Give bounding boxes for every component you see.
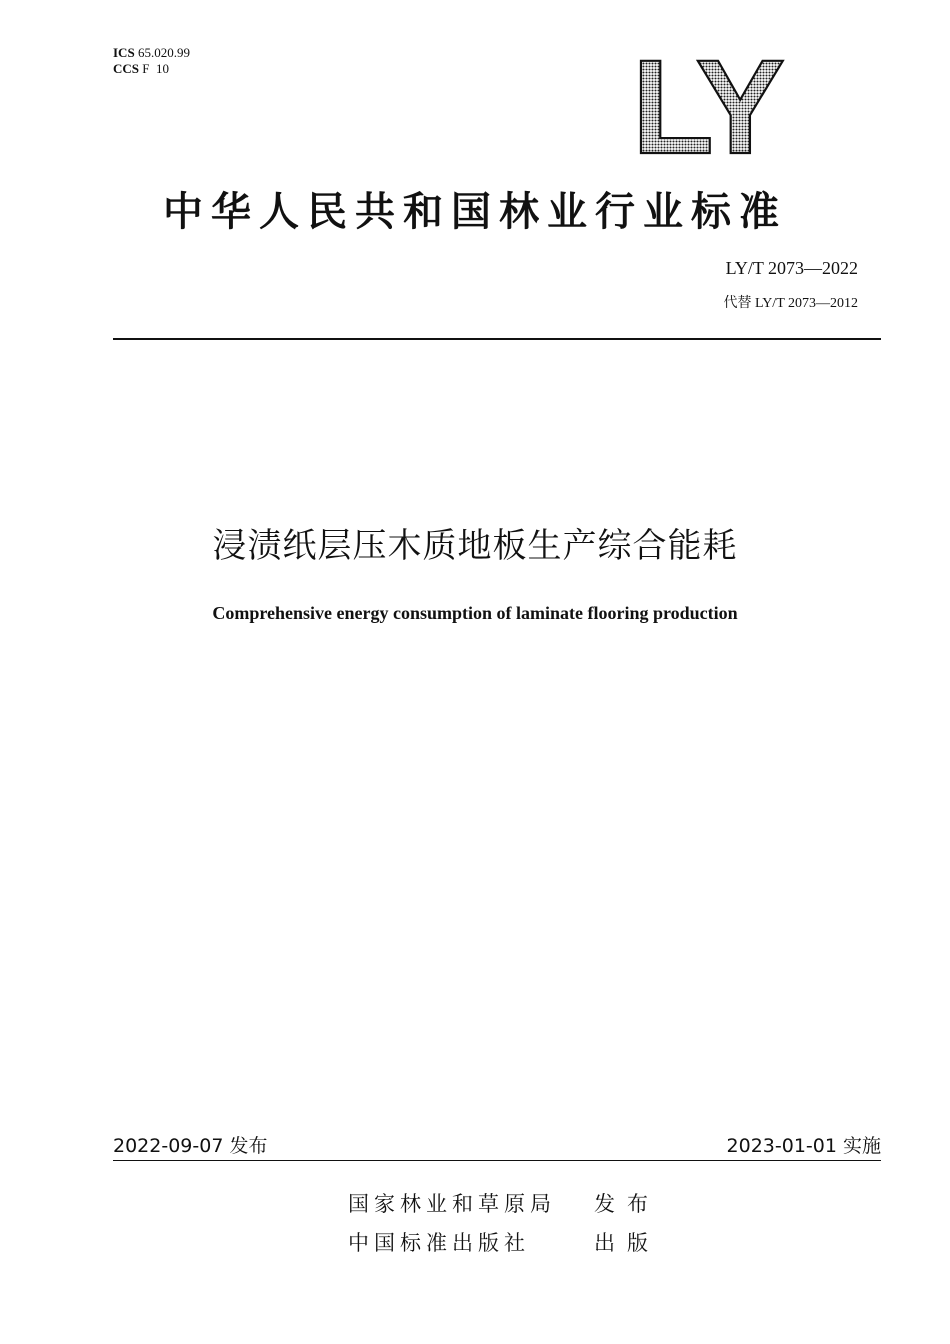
publisher-action: 发布 xyxy=(594,1192,660,1216)
implementation-date: 2023-01-01 实施 xyxy=(726,1135,881,1157)
ics-label: ICS xyxy=(113,45,135,60)
bottom-divider xyxy=(113,1160,881,1161)
ly-logo xyxy=(630,50,810,160)
classification-codes xyxy=(113,45,190,77)
logo-lettering: LY xyxy=(632,50,779,160)
replaces-standard: 代替 LY/T 2073—2012 xyxy=(723,296,858,311)
standard-category-title: 中华人民共和国林业行业标准 xyxy=(163,189,787,235)
ccs-label: CCS xyxy=(113,61,140,76)
document-title-cn: 浸渍纸层压木质地板生产综合能耗 xyxy=(212,526,738,566)
press-name: 中国标准出版社 xyxy=(348,1231,530,1255)
top-divider xyxy=(113,338,881,340)
ics-line xyxy=(113,45,190,61)
document-title-en: Comprehensive energy consumption of laminate flooring production xyxy=(212,603,738,623)
ccs-code: F 10 xyxy=(142,61,169,76)
ics-code: 65.020.99 xyxy=(137,45,190,60)
press-action: 出版 xyxy=(594,1231,660,1255)
ccs-line xyxy=(113,61,190,77)
publisher-name: 国家林业和草原局 xyxy=(348,1192,556,1216)
standard-number: LY/T 2073—2022 xyxy=(725,258,858,278)
issue-date: 2022-09-07 发布 xyxy=(113,1135,268,1157)
